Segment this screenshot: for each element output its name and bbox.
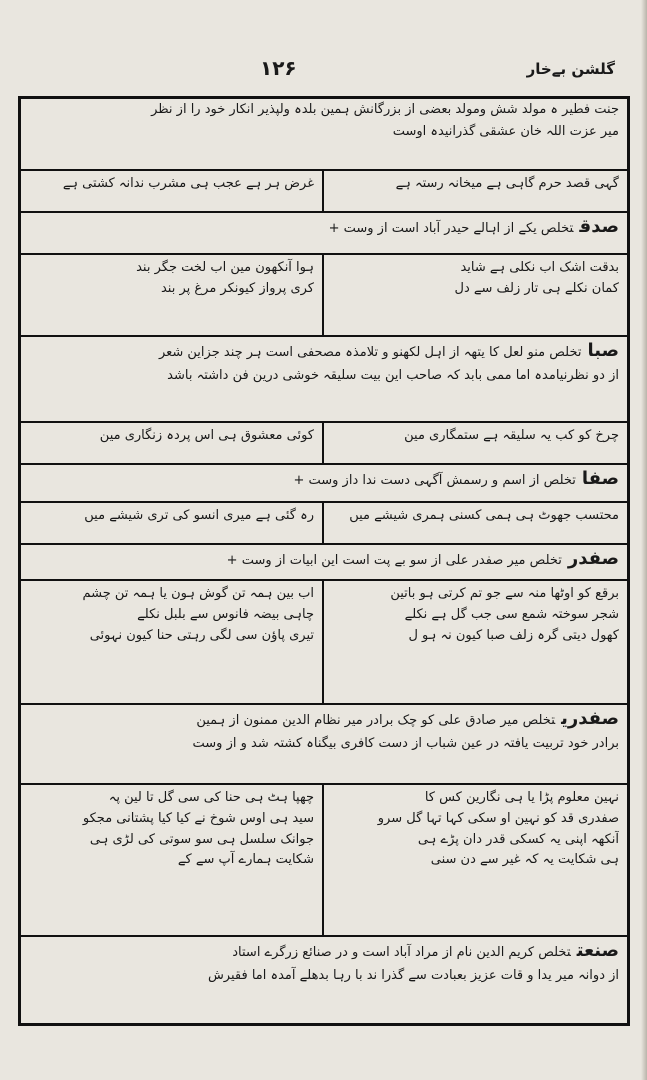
verse-line: گہی قصد حرم گاہی ہے میخانہ رستہ ہے	[395, 176, 619, 191]
verse-line: رہ گئی ہے میری انسو کی تری شیشے میں	[84, 508, 314, 523]
page-number: ۱۲۶	[260, 56, 297, 80]
couplet-left-hemistich	[21, 503, 324, 543]
verse-line: جوانک سلسل ہی سو سوتی کی لڑی ہی	[89, 831, 314, 847]
intro-paragraph	[21, 99, 627, 171]
couplet-row	[21, 423, 627, 465]
verse-line: محتسب جھوٹ ہی ہمی کسنی ہمری شیشے میں	[349, 508, 619, 523]
entry-line: از دو نظرنیامدہ اما ممی بابد کہ صاحب این بیت سلیقہ خوشی درین فن داشتہ باشد	[167, 368, 619, 384]
verse-line: چھپا ہٹ ہی حنا کی سی گل تا لین پہ	[108, 790, 314, 805]
couplet-row	[21, 171, 627, 213]
text-line: میر عزت اللہ خان عشقی گذرانیدہ اوست	[392, 123, 619, 139]
entry-text: تخلص میر صادق علی کو چک برادر میر نظام الدین ممنون از ہمین	[196, 713, 556, 728]
verse-line: برقع کو اوٹھا منہ سے جو تم کرتی ہو باتین	[390, 586, 619, 601]
verse-line: بدقت اشک اب نکلی ہے شاید	[460, 260, 619, 275]
page-edge-shadow	[641, 0, 647, 1080]
couplet-row	[21, 503, 627, 545]
verse-line: صفدری قد کو نہین او سکی کہا تہا گل سرو	[377, 810, 619, 826]
running-head-title: گلشن بےخار	[526, 60, 615, 78]
couplet-row	[21, 255, 627, 337]
verse-line: تیری پاؤن سی لگی رہتی حنا کیون نہوئی	[89, 627, 314, 643]
couplet-right-hemistich	[324, 581, 627, 703]
poet-name-heading: صدق	[579, 216, 619, 237]
entry-text: تخلص میر صفدر علی از سو بے پت است این ابیات از وست +	[226, 553, 562, 568]
entry-line	[21, 337, 627, 365]
poet-entry-safdari	[21, 705, 627, 785]
entry-text: تخلص منو لعل کا یتھہ از اہل لکھنو و تلامذہ مصحفی است ہر چند جزاین شعر	[158, 345, 582, 360]
verse-line: چاہی بیضہ فانوس سے بلبل نکلے	[137, 606, 314, 622]
entry-line: از دوانہ میر یدا و قات عزیز بعبادت سے گذرا ند با رہا بدھلے آمدہ اما فقیرش	[207, 968, 619, 984]
entry-line	[21, 465, 627, 493]
verse-line: ہی شکایت یہ کہ غیر سے دن سنی	[430, 852, 619, 868]
entry-line	[21, 545, 627, 573]
couplet-right-hemistich	[324, 503, 627, 543]
poet-name-heading: صفدری	[561, 708, 619, 729]
verse-line: غرض ہر ہے عجب ہی مشرب ندانہ کشتی ہے	[62, 176, 314, 191]
verse-line: کمان نکلے ہی تار زلف سے دل	[454, 280, 619, 296]
entry-line	[21, 705, 627, 733]
couplet-left-hemistich	[21, 581, 324, 703]
poet-entry-safa	[21, 465, 627, 503]
poet-entry-sidq	[21, 213, 627, 255]
couplet-left-hemistich	[21, 255, 324, 335]
verse-line: شجر سوختہ شمع سی جب گل ہے نکلے	[404, 606, 619, 622]
couplet-left-hemistich	[21, 171, 324, 211]
poet-name-heading: صبا	[587, 340, 619, 361]
entry-line: برادر خود تربیت یافتہ در عین شباب از دست کافری بیگناہ کشتہ شد و از وست	[192, 736, 619, 752]
couplet-right-hemistich	[324, 785, 627, 935]
page-header	[22, 56, 625, 96]
poet-name-heading: صفا	[581, 468, 619, 489]
poet-name-heading: صنعت	[576, 940, 619, 961]
text-frame	[18, 96, 630, 1026]
verse-line: چرخ کو کب یہ سلیقہ ہے ستمگاری مین	[404, 428, 619, 443]
entry-text: تخلص از اسم و رسمش آگہی دست ندا داز وست +	[293, 473, 576, 488]
couplet-row	[21, 581, 627, 705]
couplet-left-hemistich	[21, 423, 324, 463]
text-line: جنت فطیر ہ مولد شش ومولد بعضی از بزرگانش ہمین بلدہ ولپذیر انکار خود را از نظر	[151, 102, 619, 117]
verse-line: کوئی معشوق ہی اس پردہ زنگاری مین	[99, 428, 314, 443]
poet-entry-safdar	[21, 545, 627, 581]
couplet-right-hemistich	[324, 423, 627, 463]
couplet-right-hemistich	[324, 171, 627, 211]
entry-line	[21, 937, 627, 965]
verse-line: اب بین ہمہ تن گوش ہون یا ہمہ تن چشم	[82, 586, 314, 601]
poet-entry-sanat	[21, 937, 627, 1023]
verse-line: سید ہی اوس شوخ نے کیا کیا پشتانی مجکو	[82, 810, 314, 826]
couplet-right-hemistich	[324, 255, 627, 335]
poet-entry-saba	[21, 337, 627, 423]
entry-line	[21, 213, 627, 241]
entry-text: تخلص کریم الدین نام از مراد آباد است و در صنائع زرگرے استاد	[232, 945, 571, 960]
couplet-row	[21, 785, 627, 937]
verse-line: آنکھہ اپنی یہ کسکی قدر دان پڑے ہی	[417, 831, 619, 847]
entry-text: تخلص یکے از اہالے حیدر آباد است از وست +	[328, 221, 574, 236]
verse-line: ہوا آنکھون مین اب لخت جگر بند	[136, 260, 314, 275]
verse-line: نہین معلوم پڑا یا ہی نگارین کس کا	[424, 790, 619, 805]
verse-line: کھول دیتی گرہ زلف صبا کیون نہ ہو ل	[408, 627, 619, 643]
verse-line: شکایت ہمارے آپ سے کے	[177, 852, 314, 868]
poet-name-heading: صفدر	[567, 548, 619, 569]
verse-line: کری پرواز کیونکر مرغ پر بند	[160, 280, 314, 296]
couplet-left-hemistich	[21, 785, 324, 935]
